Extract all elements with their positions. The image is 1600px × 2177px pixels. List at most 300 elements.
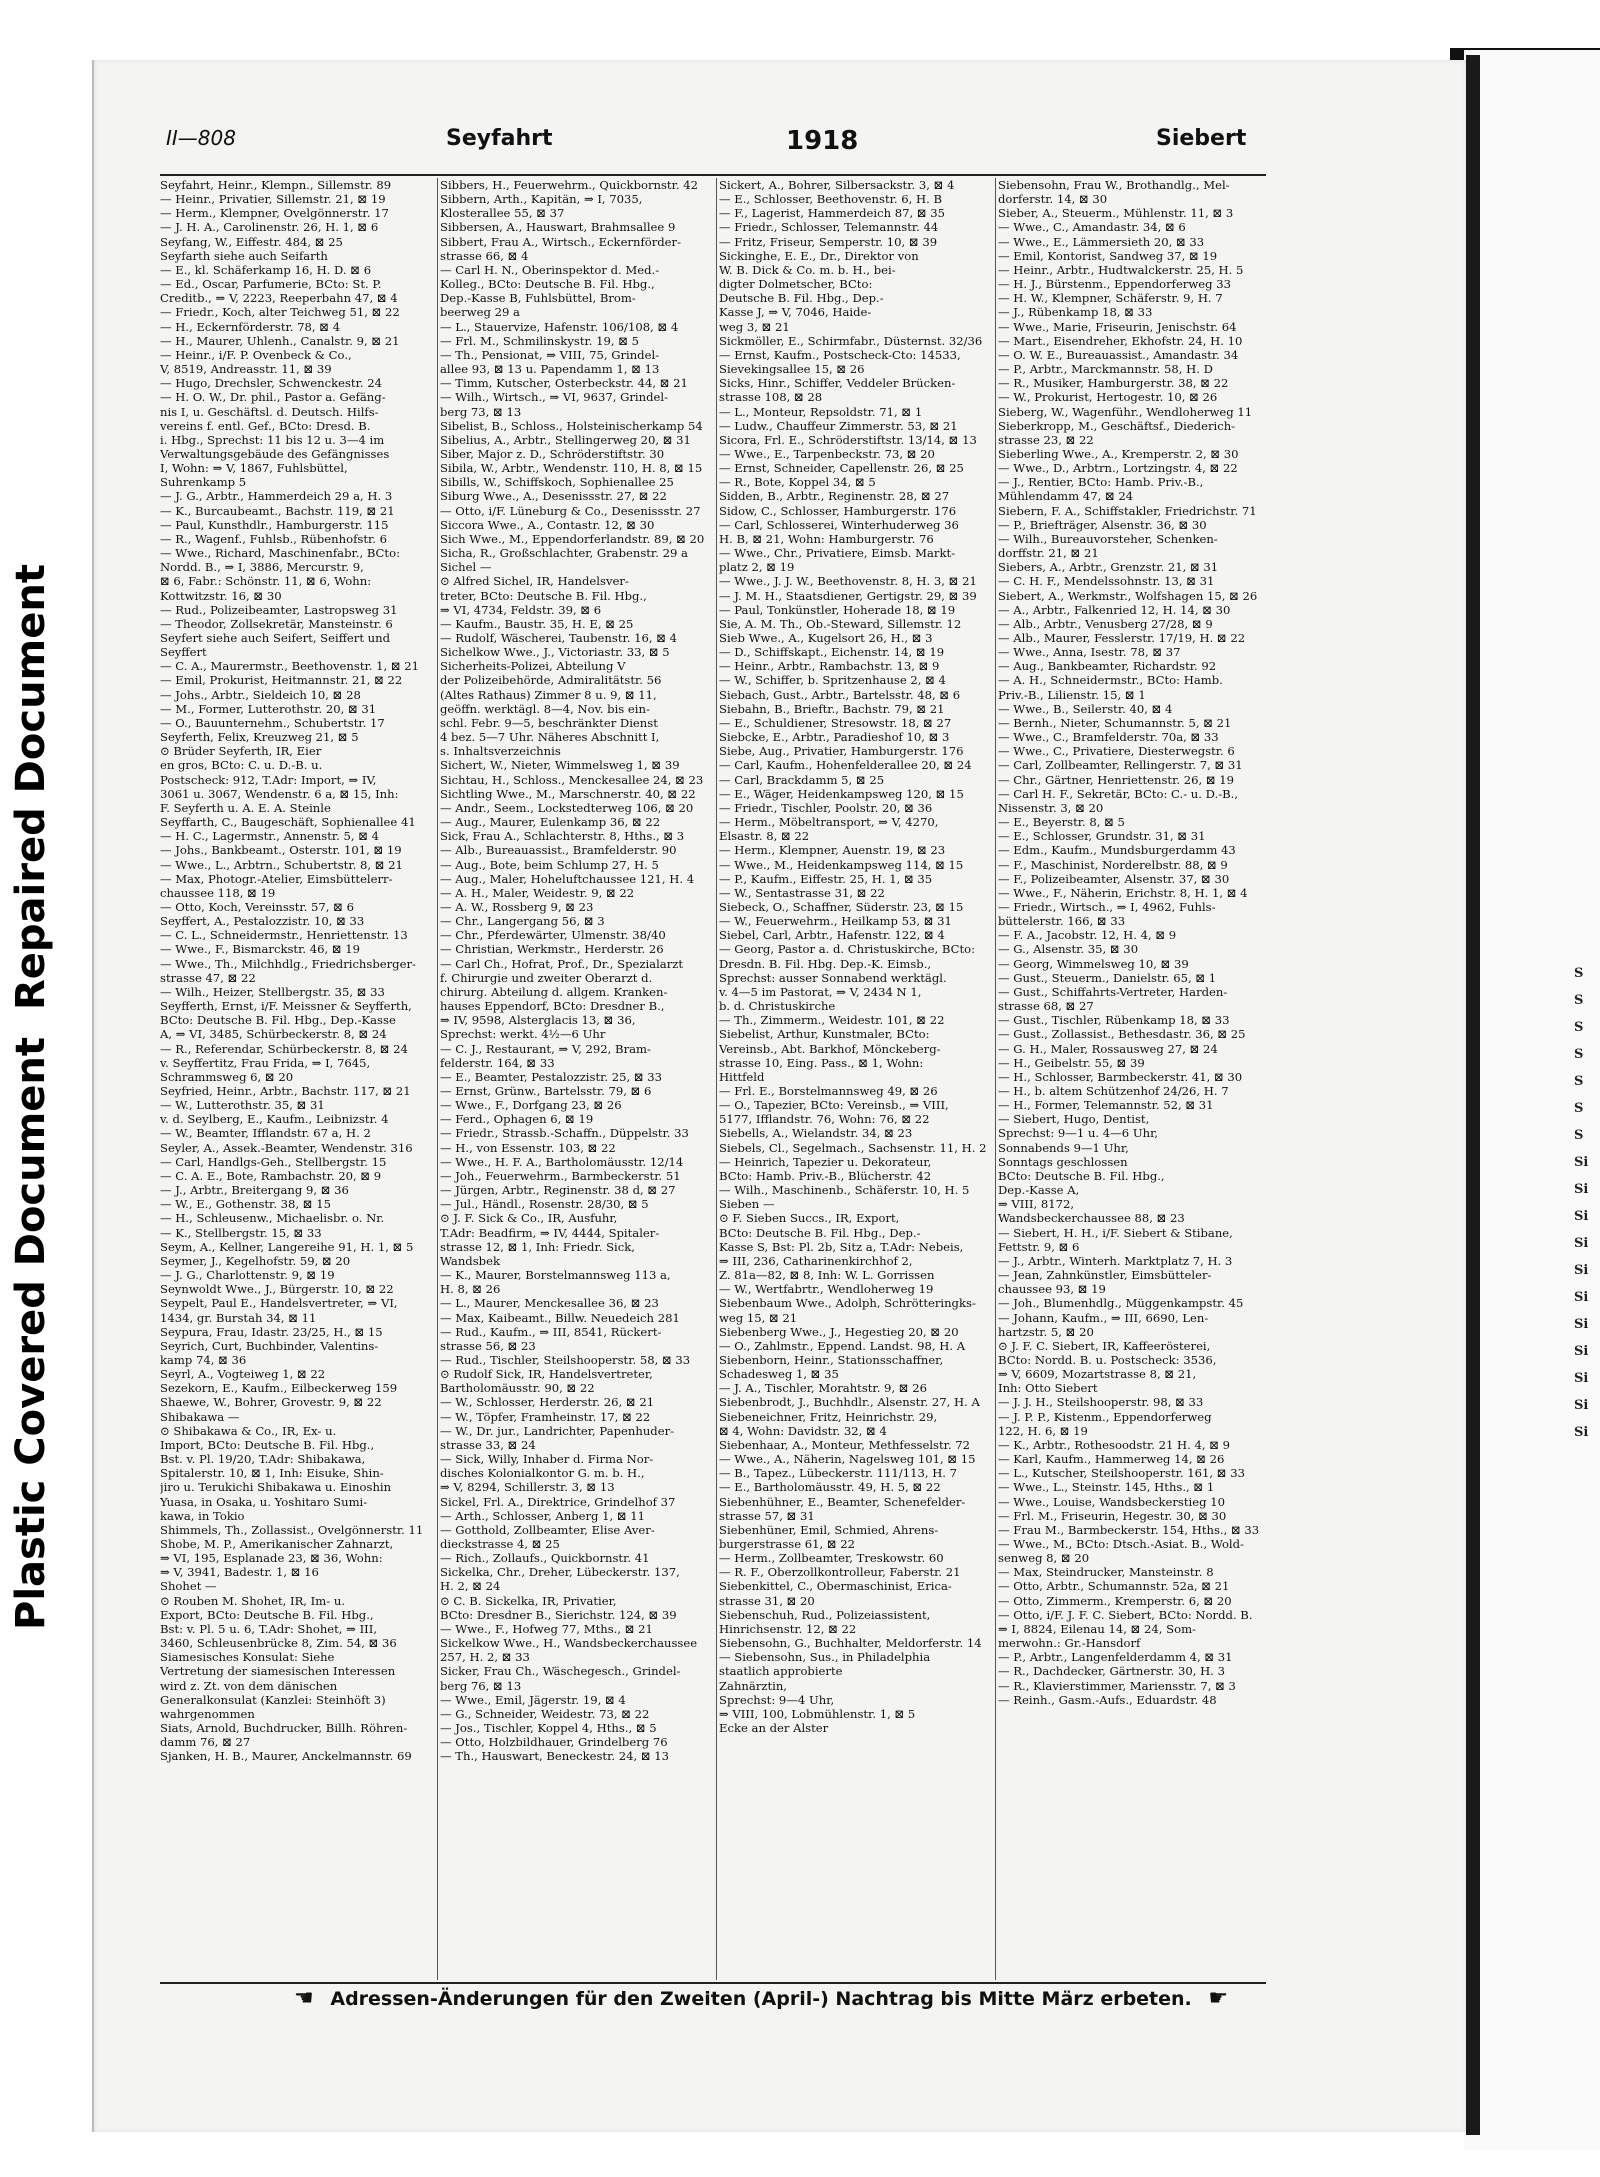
directory-columns bbox=[160, 178, 1270, 1980]
directory-entry: — Wwe., Richard, Maschinenfabr., BCto: bbox=[160, 546, 400, 561]
directory-entry: damm 76, ⊠ 27 bbox=[160, 1735, 251, 1750]
directory-entry: — Herm., Zollbeamter, Treskowstr. 60 bbox=[719, 1551, 944, 1566]
directory-entry: Dep.-Kasse B, Fuhlsbüttel, Brom- bbox=[440, 291, 636, 306]
directory-entry: — F. A., Jacobstr. 12, H. 4, ⊠ 9 bbox=[998, 928, 1177, 943]
directory-entry: ⇒ I, 8824, Eilenau 14, ⊠ 24, Som- bbox=[998, 1621, 1196, 1636]
directory-entry: Postscheck: 912, T.Adr: Import, ⇒ IV, bbox=[160, 772, 377, 787]
directory-entry: Nissenstr. 3, ⊠ 20 bbox=[998, 800, 1104, 815]
directory-entry: Klosterallee 55, ⊠ 37 bbox=[440, 206, 565, 221]
header-rule bbox=[160, 174, 1266, 176]
directory-entry: — H., Schlosser, Barmbeckerstr. 41, ⊠ 30 bbox=[998, 1069, 1243, 1084]
directory-entry: vereins f. entl. Gef., BCto: Dresd. B. bbox=[160, 418, 371, 433]
directory-entry: Nordd. B., ⇒ I, 3886, Mercurstr. 9, bbox=[160, 560, 364, 575]
directory-entry: ⊙ Rouben M. Shohet, IR, Im- u. bbox=[160, 1593, 346, 1608]
directory-entry: Creditb., ⇒ V, 2223, Reeperbahn 47, ⊠ 4 bbox=[160, 291, 398, 306]
directory-entry: — Johann, Kaufm., ⇒ III, 6690, Len- bbox=[998, 1310, 1209, 1325]
directory-entry: Sichel — bbox=[440, 560, 492, 575]
directory-entry: — Ferd., Ophagen 6, ⊠ 19 bbox=[440, 1112, 594, 1127]
directory-entry: — G., Alsenstr. 35, ⊠ 30 bbox=[998, 942, 1139, 957]
directory-entry: — Wwe., F., Dorfgang 23, ⊠ 26 bbox=[440, 1098, 622, 1113]
directory-entry: Shimmels, Th., Zollassist., Ovelgönnerstr. 11 bbox=[160, 1522, 424, 1537]
directory-entry: Siebcke, E., Arbtr., Paradieshof 10, ⊠ 3 bbox=[719, 730, 950, 745]
column-divider bbox=[716, 178, 717, 1980]
directory-entry: Siebels, Cl., Segelmach., Sachsenstr. 11, H. 2 bbox=[719, 1140, 987, 1155]
directory-entry: — H. J., Bürstenm., Eppendorferweg 33 bbox=[998, 277, 1231, 292]
directory-entry: — J. G., Charlottenstr. 9, ⊠ 19 bbox=[160, 1268, 335, 1283]
directory-entry: Sich Wwe., M., Eppendorferlandstr. 89, ⊠ 20 bbox=[440, 531, 705, 546]
directory-entry: — J. A., Tischler, Morahtstr. 9, ⊠ 26 bbox=[719, 1381, 927, 1396]
directory-entry: — Herm., Möbeltransport, ⇒ V, 4270, bbox=[719, 815, 939, 830]
directory-entry: Sickmöller, E., Schirmfabr., Düsternst. 32/36 bbox=[719, 333, 983, 348]
directory-entry: — H., Maurer, Uhlenh., Canalstr. 9, ⊠ 21 bbox=[160, 333, 400, 348]
directory-entry: — P., Briefträger, Alsenstr. 36, ⊠ 30 bbox=[998, 517, 1207, 532]
directory-entry: Siebenbrodt, J., Buchhdlr., Alsenstr. 27, H. A bbox=[719, 1395, 980, 1410]
directory-entry: b. d. Christuskirche bbox=[719, 999, 836, 1014]
year-title: 1918 bbox=[786, 126, 859, 156]
directory-entry: Sieberling Wwe., A., Kremperstr. 2, ⊠ 30 bbox=[998, 446, 1239, 461]
edge-mark: S bbox=[1574, 1020, 1584, 1035]
directory-entry: — W., Feuerwehrm., Heilkamp 53, ⊠ 31 bbox=[719, 914, 952, 929]
directory-entry: digter Dolmetscher, BCto: bbox=[719, 277, 873, 292]
directory-entry: — Wwe., F., Hofweg 77, Mths., ⊠ 21 bbox=[440, 1621, 653, 1636]
directory-entry: ⊠ 4, Wohn: Davidstr. 32, ⊠ 4 bbox=[719, 1423, 887, 1438]
directory-entry: dieckstrasse 4, ⊠ 25 bbox=[440, 1537, 560, 1551]
directory-entry: 3460, Schleusenbrücke 8, Zim. 54, ⊠ 36 bbox=[160, 1636, 397, 1651]
directory-entry: Sibbert, Frau A., Wirtsch., Eckernförder- bbox=[440, 234, 682, 249]
directory-entry: — E., kl. Schäferkamp 16, H. D. ⊠ 6 bbox=[160, 262, 372, 277]
directory-entry: — G., Schneider, Weidestr. 73, ⊠ 22 bbox=[440, 1706, 650, 1721]
directory-entry: (Altes Rathaus) Zimmer 8 u. 9, ⊠ 11, bbox=[440, 687, 657, 702]
directory-entry: — Alb., Arbtr., Venusberg 27/28, ⊠ 9 bbox=[998, 616, 1213, 631]
directory-entry: — Heinr., Arbtr., Hudtwalckerstr. 25, H. 5 bbox=[998, 262, 1244, 277]
directory-entry: — W., Sentastrasse 31, ⊠ 22 bbox=[719, 885, 885, 900]
directory-entry: Siebert, A., Werkmstr., Wolfshagen 15, ⊠ 26 bbox=[998, 588, 1258, 603]
edge-mark: Si bbox=[1574, 1371, 1589, 1386]
directory-entry: — Frl. M., Friseurin, Hegestr. 30, ⊠ 30 bbox=[998, 1508, 1227, 1523]
directory-entry: senweg 8, ⊠ 20 bbox=[998, 1551, 1090, 1566]
directory-entry: Hinrichsenstr. 12, ⊠ 22 bbox=[719, 1621, 857, 1636]
directory-entry: Kasse J, ⇒ V, 7046, Haide- bbox=[719, 305, 872, 320]
directory-entry: — Andr., Seem., Lockstedterweg 106, ⊠ 20 bbox=[440, 800, 694, 815]
directory-entry: — H., Schleusenw., Michaelisbr. o. Nr. bbox=[160, 1211, 385, 1226]
directory-entry: — K., Arbtr., Rothesoodstr. 21 H. 4, ⊠ 9 bbox=[998, 1437, 1231, 1452]
directory-entry: — Gotthold, Zollbeamter, Elise Aver- bbox=[440, 1522, 655, 1537]
directory-entry: — J. J. H., Steilshooperstr. 98, ⊠ 33 bbox=[998, 1395, 1204, 1410]
directory-entry: Sidow, C., Schlosser, Hamburgerstr. 176 bbox=[719, 503, 957, 518]
column-divider bbox=[995, 178, 996, 1980]
directory-entry: ⊙ J. F. Sick & Co., IR, Ausfuhr, bbox=[440, 1211, 618, 1226]
directory-entry: — Aug., Bote, beim Schlump 27, H. 5 bbox=[440, 857, 659, 872]
directory-entry: Sieber, A., Steuerm., Mühlenstr. 11, ⊠ 3 bbox=[998, 206, 1234, 221]
directory-entry: berg 73, ⊠ 13 bbox=[440, 404, 522, 419]
directory-entry: — Wwe., Chr., Privatiere, Eimsb. Markt- bbox=[719, 546, 956, 561]
directory-entry: — H., Eckernförderstr. 78, ⊠ 4 bbox=[160, 319, 341, 334]
directory-entry: platz 2, ⊠ 19 bbox=[719, 560, 795, 575]
pointing-hand-left-icon: ☚ bbox=[294, 1986, 314, 2011]
directory-entry: en gros, BCto: C. u. D.-B. u. bbox=[160, 758, 323, 773]
directory-entry: Sibbersen, A., Hauswart, Brahmsallee 9 bbox=[440, 220, 676, 235]
directory-entry: — Wwe., Louise, Wandsbeckerstieg 10 bbox=[998, 1494, 1225, 1509]
directory-entry: — Wwe., E., Lämmersieth 20, ⊠ 33 bbox=[998, 234, 1205, 249]
directory-entry: Seyfahrt, Heinr., Klempn., Sillemstr. 89 bbox=[160, 178, 392, 192]
directory-entry: — C. A. E., Bote, Rambachstr. 20, ⊠ 9 bbox=[160, 1168, 382, 1183]
directory-entry: — J. P. P., Kistenm., Eppendorferweg bbox=[998, 1409, 1212, 1424]
directory-entry: 257, H. 2, ⊠ 33 bbox=[440, 1650, 530, 1665]
directory-entry: Siebenschuh, Rud., Polizeiassistent, bbox=[719, 1607, 931, 1622]
directory-entry: strasse 33, ⊠ 24 bbox=[440, 1437, 536, 1452]
directory-entry: BCto: Hamb. Priv.-B., Blücherstr. 42 bbox=[719, 1168, 932, 1183]
directory-entry: Sickel, Frl. A., Direktrice, Grindelhof 37 bbox=[440, 1494, 676, 1509]
directory-entry: wahrgenommen bbox=[160, 1706, 255, 1721]
directory-entry: — Jos., Tischler, Koppel 4, Hths., ⊠ 5 bbox=[440, 1721, 657, 1736]
directory-entry: — M., Former, Lutterothstr. 20, ⊠ 31 bbox=[160, 701, 377, 716]
directory-entry: — Heinr., Arbtr., Rambachstr. 13, ⊠ 9 bbox=[719, 659, 940, 674]
directory-entry: — A., Arbtr., Falkenried 12, H. 14, ⊠ 30 bbox=[998, 602, 1231, 617]
directory-entry: 4 bez. 5—7 Uhr. Näheres Abschnitt I, bbox=[440, 730, 660, 745]
directory-entry: — Wwe., D., Arbtrn., Lortzingstr. 4, ⊠ 22 bbox=[998, 461, 1238, 476]
directory-entry: — Wwe., L., Arbtrn., Schubertstr. 8, ⊠ 21 bbox=[160, 857, 403, 872]
directory-entry: — W., Schiffer, b. Spritzenhause 2, ⊠ 4 bbox=[719, 673, 946, 688]
edge-mark: Si bbox=[1574, 1236, 1589, 1251]
edge-mark: S bbox=[1574, 1128, 1584, 1143]
directory-entry: kamp 74, ⊠ 36 bbox=[160, 1352, 247, 1367]
column-1 bbox=[160, 178, 434, 1980]
edge-mark: S bbox=[1574, 966, 1584, 981]
directory-entry: staatlich approbierte bbox=[719, 1664, 843, 1679]
directory-entry: — P., Arbtr., Marckmannstr. 58, H. D bbox=[998, 362, 1213, 377]
directory-entry: chaussee 93, ⊠ 19 bbox=[998, 1282, 1106, 1297]
directory-entry: — Johs., Arbtr., Sieldeich 10, ⊠ 28 bbox=[160, 687, 361, 702]
directory-entry: f. Chirurgie und zweiter Oberarzt d. bbox=[440, 970, 653, 985]
directory-entry: — Ernst, Kaufm., Postscheck-Cto: 14533, bbox=[719, 347, 961, 362]
directory-entry: chaussee 118, ⊠ 19 bbox=[160, 885, 276, 900]
directory-entry: — Herm., Klempner, Ovelgönnerstr. 17 bbox=[160, 206, 389, 221]
directory-entry: ⊙ Shibakawa & Co., IR, Ex- u. bbox=[160, 1423, 337, 1438]
directory-entry: — C. A., Maurermstr., Beethovenstr. 1, ⊠ 21 bbox=[160, 659, 420, 674]
directory-entry: weg 15, ⊠ 21 bbox=[719, 1310, 798, 1325]
directory-entry: Elsastr. 8, ⊠ 22 bbox=[719, 829, 810, 844]
page-footer bbox=[284, 1986, 1284, 2016]
column-4 bbox=[998, 178, 1272, 1980]
directory-entry: Seyrl, A., Vogteiweg 1, ⊠ 22 bbox=[160, 1367, 326, 1382]
directory-entry: — Aug., Bankbeamter, Richardstr. 92 bbox=[998, 659, 1217, 674]
directory-entry: — Friedr., Tischler, Poolstr. 20, ⊠ 36 bbox=[719, 800, 933, 815]
directory-entry: — Wwe., M., Heidenkampsweg 114, ⊠ 15 bbox=[719, 857, 964, 872]
directory-entry: Deutsche B. Fil. Hbg., Dep.- bbox=[719, 291, 884, 306]
directory-entry: BCto: Deutsche B. Fil. Hbg., bbox=[998, 1168, 1165, 1183]
directory-entry: Bartholomäusstr. 90, ⊠ 22 bbox=[440, 1381, 595, 1396]
directory-entry: — L., Monteur, Repsoldstr. 71, ⊠ 1 bbox=[719, 404, 923, 419]
directory-entry: Seyfferth, Ernst, i/F. Meissner & Seyfferth, bbox=[160, 999, 412, 1014]
footer-rule bbox=[160, 1982, 1266, 1984]
directory-entry: Sickelka, Chr., Dreher, Lübeckerstr. 137, bbox=[440, 1565, 680, 1580]
directory-entry: — D., Schiffskapt., Eichenstr. 14, ⊠ 19 bbox=[719, 645, 945, 660]
directory-entry: Seyrich, Curt, Buchbinder, Valentins- bbox=[160, 1338, 379, 1353]
directory-entry: — Wwe., A., Näherin, Nagelsweg 101, ⊠ 15 bbox=[719, 1452, 976, 1467]
directory-entry: — J., Arbtr., Winterh. Marktplatz 7, H. 3 bbox=[998, 1253, 1233, 1268]
directory-entry: — W., Dr. jur., Landrichter, Papenhuder- bbox=[440, 1423, 675, 1438]
directory-entry: ⇒ V, 8294, Schillerstr. 3, ⊠ 13 bbox=[440, 1480, 615, 1495]
directory-entry: — E., Bartholomäusstr. 49, H. 5, ⊠ 22 bbox=[719, 1480, 941, 1495]
directory-entry: Sievekingsallee 15, ⊠ 26 bbox=[719, 362, 865, 377]
directory-entry: kawa, in Tokio bbox=[160, 1508, 245, 1523]
directory-entry: v. d. Seylberg, E., Kaufm., Leibnizstr. 4 bbox=[160, 1112, 389, 1127]
directory-entry: Export, BCto: Deutsche B. Fil. Hbg., bbox=[160, 1607, 374, 1622]
column-2 bbox=[440, 178, 714, 1980]
edge-mark: Si bbox=[1574, 1425, 1589, 1440]
directory-entry: strasse 10, Eing. Pass., ⊠ 1, Wohn: bbox=[719, 1055, 924, 1070]
directory-entry: — Herm., Klempner, Auenstr. 19, ⊠ 23 bbox=[719, 843, 946, 858]
directory-entry: Seynwoldt Wwe., J., Bürgerstr. 10, ⊠ 22 bbox=[160, 1282, 394, 1297]
directory-entry: Sibbers, H., Feuerwehrm., Quickbornstr. 42 bbox=[440, 178, 698, 192]
directory-entry: Shaewe, W., Bohrer, Grovestr. 9, ⊠ 22 bbox=[160, 1395, 382, 1410]
directory-entry: strasse 108, ⊠ 28 bbox=[719, 390, 823, 405]
directory-entry: — Emil, Kontorist, Sandweg 37, ⊠ 19 bbox=[998, 248, 1218, 263]
directory-entry: Sprechst: 9—4 Uhr, bbox=[719, 1692, 835, 1707]
directory-entry: — Gust., Zollassist., Bethesdastr. 36, ⊠ 25 bbox=[998, 1027, 1246, 1042]
footer-notice: Adressen-Änderungen für den Zweiten (April-) Nachtrag bis Mitte März erbeten. bbox=[330, 1988, 1192, 2010]
directory-entry: — L., Maurer, Menckesallee 36, ⊠ 23 bbox=[440, 1296, 659, 1311]
directory-entry: — Carl H. N., Oberinspektor d. Med.- bbox=[440, 262, 660, 277]
directory-entry: Siebach, Gust., Arbtr., Bartelsstr. 48, ⊠ 6 bbox=[719, 687, 961, 702]
directory-entry: 1434, gr. Burstah 34, ⊠ 11 bbox=[160, 1310, 317, 1325]
directory-entry: Zahnärztin, bbox=[719, 1678, 787, 1693]
edge-mark: S bbox=[1574, 1074, 1584, 1089]
directory-entry: — Wwe., C., Amandastr. 34, ⊠ 6 bbox=[998, 220, 1186, 235]
directory-entry: ⊙ C. B. Sickelka, IR, Privatier, bbox=[440, 1593, 617, 1608]
directory-entry: Seymer, J., Kegelhofstr. 59, ⊠ 20 bbox=[160, 1253, 351, 1268]
directory-entry: — Wilh., Maschinenb., Schäferstr. 10, H. 5 bbox=[719, 1183, 970, 1198]
directory-entry: — J. H. A., Carolinenstr. 26, H. 1, ⊠ 6 bbox=[160, 220, 379, 235]
directory-entry: Siebenborn, Heinr., Stationsschaffner, bbox=[719, 1352, 944, 1367]
directory-entry: Bst. v. Pl. 19/20, T.Adr: Shibakawa, bbox=[160, 1452, 366, 1467]
directory-entry: BCto: Dresdner B., Sierichstr. 124, ⊠ 39 bbox=[440, 1607, 677, 1622]
plastic-covered-label: Plastic Covered Document bbox=[8, 1036, 54, 1630]
directory-entry: F. Seyferth u. A. E. A. Steinle bbox=[160, 800, 331, 815]
directory-entry: — Wwe., F., Näherin, Erichstr. 8, H. 1, ⊠ 4 bbox=[998, 885, 1248, 900]
directory-entry: Seyfarth siehe auch Seifarth bbox=[160, 248, 328, 263]
directory-entry: — Th., Pensionat, ⇒ VIII, 75, Grindel- bbox=[440, 347, 660, 362]
directory-entry: ⇒ V, 6609, Mozartstrasse 8, ⊠ 21, bbox=[998, 1367, 1197, 1382]
page-number: II—808 bbox=[166, 126, 236, 150]
directory-entry: — H. O. W., Dr. phil., Pastor a. Gefäng- bbox=[160, 390, 386, 405]
directory-entry: — O., Zahlmstr., Eppend. Landst. 98, H. A bbox=[719, 1338, 966, 1353]
directory-entry: — Wwe., Th., Milchhdlg., Friedrichsberger- bbox=[160, 956, 416, 971]
directory-entry: Sichtau, H., Schloss., Menckesallee 24, ⊠ 23 bbox=[440, 772, 704, 787]
directory-entry: ⇒ III, 236, Catharinenkirchhof 2, bbox=[719, 1253, 913, 1268]
directory-entry: — G. H., Maler, Rossausweg 27, ⊠ 24 bbox=[998, 1041, 1218, 1056]
directory-entry: hauses Eppendorf, BCto: Dresdner B., bbox=[440, 999, 665, 1014]
directory-entry: Sonntags geschlossen bbox=[998, 1154, 1128, 1169]
directory-entry: Sicora, Frl. E., Schröderstiftstr. 13/14, ⊠ 13 bbox=[719, 432, 977, 447]
directory-entry: — Wilh., Heizer, Stellbergstr. 35, ⊠ 33 bbox=[160, 984, 385, 999]
directory-entry: v. 4—5 im Pastorat, ⇒ V, 2434 N 1, bbox=[719, 984, 922, 999]
directory-page bbox=[92, 60, 1466, 2132]
directory-entry: 122, H. 6, ⊠ 19 bbox=[998, 1423, 1088, 1438]
directory-entry: — Chr., Gärtner, Henriettenstr. 26, ⊠ 19 bbox=[998, 772, 1234, 787]
directory-entry: Seyfried, Heinr., Arbtr., Bachstr. 117, ⊠ 21 bbox=[160, 1084, 411, 1098]
directory-entry: — W., Töpfer, Framheinstr. 17, ⊠ 22 bbox=[440, 1409, 651, 1424]
directory-entry: allee 93, ⊠ 13 u. Papendamm 1, ⊠ 13 bbox=[440, 362, 660, 377]
directory-entry: — Frau M., Barmbeckerstr. 154, Hths., ⊠ 33 bbox=[998, 1522, 1260, 1537]
directory-entry: — Johs., Bankbeamt., Osterstr. 101, ⊠ 19 bbox=[160, 843, 402, 858]
directory-entry: Sie, A. M. Th., Ob.-Steward, Sillemstr. 12 bbox=[719, 616, 962, 631]
directory-entry: ⇒ VIII, 100, Lobmühlenstr. 1, ⊠ 5 bbox=[719, 1706, 916, 1721]
directory-entry: — Otto, Arbtr., Schumannstr. 52a, ⊠ 21 bbox=[998, 1579, 1230, 1594]
adjacent-page-marks bbox=[1574, 960, 1592, 1446]
directory-entry: — R., Bote, Koppel 34, ⊠ 5 bbox=[719, 475, 876, 490]
directory-entry: — Max, Photogr.-Atelier, Eimsbüttelerr- bbox=[160, 871, 393, 886]
directory-entry: — Carl H. F., Sekretär, BCto: C.- u. D.-B., bbox=[998, 786, 1239, 801]
directory-entry: s. Inhaltsverzeichnis bbox=[440, 744, 561, 759]
directory-entry: — Bernh., Nieter, Schumannstr. 5, ⊠ 21 bbox=[998, 715, 1232, 730]
directory-entry: berg 76, ⊠ 13 bbox=[440, 1678, 522, 1693]
directory-entry: Siebenbaum Wwe., Adolph, Schrötteringks- bbox=[719, 1296, 976, 1311]
directory-entry: — Fritz, Friseur, Semperstr. 10, ⊠ 39 bbox=[719, 234, 938, 249]
directory-entry: Seyler, A., Assek.-Beamter, Wendenstr. 316 bbox=[160, 1140, 413, 1155]
directory-entry: Sieberkropp, M., Geschäftsf., Diederich- bbox=[998, 418, 1236, 433]
directory-entry: — W., Wertfabrtr., Wendloherweg 19 bbox=[719, 1282, 934, 1297]
directory-entry: — E., Wäger, Heidenkampsweg 120, ⊠ 15 bbox=[719, 786, 964, 801]
directory-entry: Siber, Major z. D., Schröderstiftstr. 30 bbox=[440, 446, 665, 461]
directory-entry: — Karl, Kaufm., Hammerweg 14, ⊠ 26 bbox=[998, 1452, 1225, 1467]
directory-entry: — Sick, Willy, Inhaber d. Firma Nor- bbox=[440, 1452, 654, 1467]
directory-entry: — Wilh., Wirtsch., ⇒ VI, 9637, Grindel- bbox=[440, 390, 669, 405]
directory-entry: — Georg, Wimmelsweg 10, ⊠ 39 bbox=[998, 956, 1189, 971]
directory-entry: Sidden, B., Arbtr., Reginenstr. 28, ⊠ 27 bbox=[719, 489, 950, 504]
directory-entry: Sicha, R., Großschlachter, Grabenstr. 29 a bbox=[440, 546, 688, 561]
directory-entry: — R., Klavierstimmer, Mariensstr. 7, ⊠ 3 bbox=[998, 1678, 1236, 1693]
directory-entry: H. 8, ⊠ 26 bbox=[440, 1282, 501, 1297]
directory-entry: — R. F., Oberzollkontrolleur, Faberstr. 21 bbox=[719, 1565, 961, 1580]
directory-entry: Seyfang, W., Eiffestr. 484, ⊠ 25 bbox=[160, 234, 343, 249]
directory-entry: — H., von Essenstr. 103, ⊠ 22 bbox=[440, 1140, 616, 1155]
directory-entry: strasse 56, ⊠ 23 bbox=[440, 1338, 536, 1353]
directory-entry: — Otto, Zimmerm., Kremperstr. 6, ⊠ 20 bbox=[998, 1593, 1232, 1608]
directory-entry: — Chr., Langergang 56, ⊠ 3 bbox=[440, 914, 605, 929]
directory-entry: ⊙ J. F. C. Siebert, IR, Kaffeerösterei, bbox=[998, 1338, 1211, 1353]
directory-entry: strasse 12, ⊠ 1, Inh: Friedr. Sick, bbox=[440, 1239, 635, 1254]
directory-entry: Vertretung der siamesischen Interessen bbox=[160, 1664, 396, 1679]
directory-entry: chirurg. Abteilung d. allgem. Kranken- bbox=[440, 984, 668, 999]
directory-entry: — H., Former, Telemannstr. 52, ⊠ 31 bbox=[998, 1098, 1214, 1113]
directory-entry: — Wwe., F., Bismarckstr. 46, ⊠ 19 bbox=[160, 942, 360, 957]
directory-entry: Sibills, W., Schiffskoch, Sophienallee 25 bbox=[440, 475, 674, 490]
directory-entry: — Theodor, Zollsekretär, Mansteinstr. 6 bbox=[160, 616, 393, 631]
directory-entry: Siebelist, Arthur, Kunstmaler, BCto: bbox=[719, 1027, 930, 1042]
directory-entry: Spitalerstr. 10, ⊠ 1, Inh: Eisuke, Shin- bbox=[160, 1466, 384, 1481]
column-3 bbox=[719, 178, 993, 1980]
directory-entry: — R., Dachdecker, Gärtnerstr. 30, H. 3 bbox=[998, 1664, 1226, 1679]
directory-entry: 5177, Ifflandstr. 76, Wohn: 76, ⊠ 22 bbox=[719, 1112, 930, 1127]
directory-entry: — C. L., Schneidermstr., Henriettenstr. 13 bbox=[160, 928, 408, 943]
directory-entry: Seyferth, Felix, Kreuzweg 21, ⊠ 5 bbox=[160, 730, 359, 745]
directory-entry: Siebenkittel, C., Obermaschinist, Erica- bbox=[719, 1579, 952, 1594]
directory-entry: Seyfert siehe auch Seifert, Seiffert und bbox=[160, 631, 391, 645]
directory-entry: — Frl. M., Schmilinskystr. 19, ⊠ 5 bbox=[440, 333, 640, 348]
directory-entry: — L., Kutscher, Steilshooperstr. 161, ⊠ 33 bbox=[998, 1466, 1245, 1481]
directory-entry: — Th., Zimmerm., Weidestr. 101, ⊠ 22 bbox=[719, 1013, 945, 1028]
directory-entry: — Wwe., L., Steinstr. 145, Hths., ⊠ 1 bbox=[998, 1480, 1215, 1495]
directory-entry: H. 2, ⊠ 24 bbox=[440, 1579, 501, 1594]
directory-entry: — Carl Ch., Hofrat, Prof., Dr., Spezialarzt bbox=[440, 956, 684, 971]
directory-entry: wird z. Zt. von dem dänischen bbox=[160, 1678, 338, 1693]
directory-entry: — E., Schlosser, Beethovenstr. 6, H. B bbox=[719, 192, 943, 207]
directory-entry: Z. 81a—82, ⊠ 8, Inh: W. L. Gorrissen bbox=[719, 1268, 935, 1283]
edge-mark: Si bbox=[1574, 1290, 1589, 1305]
edge-mark: Si bbox=[1574, 1344, 1589, 1359]
directory-entry: — Ernst, Schneider, Capellenstr. 26, ⊠ 25 bbox=[719, 461, 964, 476]
directory-entry: Siamesisches Konsulat: Siehe bbox=[160, 1650, 335, 1665]
directory-entry: Sick, Frau A., Schlachterstr. 8, Hths., ⊠ 3 bbox=[440, 829, 685, 844]
directory-entry: Shibakawa — bbox=[160, 1409, 240, 1424]
directory-entry: i. Hbg., Sprechst: 11 bis 12 u. 3—4 im bbox=[160, 432, 385, 447]
directory-entry: — Rudolf, Wäscherei, Taubenstr. 16, ⊠ 4 bbox=[440, 631, 678, 645]
adjacent-page-binding bbox=[1466, 55, 1480, 2135]
directory-entry: Seypura, Frau, Idastr. 23/25, H., ⊠ 15 bbox=[160, 1324, 383, 1339]
directory-entry: Schadesweg 1, ⊠ 35 bbox=[719, 1367, 839, 1382]
directory-entry: Wandsbek bbox=[440, 1253, 500, 1268]
directory-entry: — L., Stauervize, Hafenstr. 106/108, ⊠ 4 bbox=[440, 319, 679, 334]
directory-entry: — Rud., Tischler, Steilshooperstr. 58, ⊠ 33 bbox=[440, 1352, 691, 1367]
edge-mark: S bbox=[1574, 1047, 1584, 1062]
edge-mark: Si bbox=[1574, 1209, 1589, 1224]
directory-entry: Siebe, Aug., Privatier, Hamburgerstr. 176 bbox=[719, 744, 964, 759]
directory-entry: — Siebert, H. H., i/F. Siebert & Stibane, bbox=[998, 1225, 1233, 1240]
left-catchword: Seyfahrt bbox=[446, 126, 553, 151]
directory-entry: — Frl. E., Borstelmannsweg 49, ⊠ 26 bbox=[719, 1084, 938, 1098]
directory-entry: Wandsbeckerchaussee 88, ⊠ 23 bbox=[998, 1211, 1185, 1226]
directory-entry: — H. C., Lagermstr., Annenstr. 5, ⊠ 4 bbox=[160, 829, 380, 844]
directory-entry: ⇒ VI, 195, Esplanade 23, ⊠ 36, Wohn: bbox=[160, 1551, 383, 1566]
side-labels bbox=[0, 450, 90, 1650]
directory-entry: der Polizeibehörde, Admiralitätstr. 56 bbox=[440, 673, 662, 688]
directory-entry: T.Adr: Beadfirm, ⇒ IV, 4444, Spitaler- bbox=[440, 1225, 660, 1240]
directory-entry: — Wwe., Anna, Isestr. 78, ⊠ 37 bbox=[998, 645, 1181, 660]
pointing-hand-right-icon: ☛ bbox=[1208, 1986, 1229, 2011]
repaired-label: Repaired Document bbox=[8, 564, 54, 1010]
directory-entry: — Wwe., Emil, Jägerstr. 19, ⊠ 4 bbox=[440, 1692, 626, 1707]
directory-entry: — Gust., Schiffahrts-Vertreter, Harden- bbox=[998, 984, 1228, 999]
directory-entry: — F., Lagerist, Hammerdeich 87, ⊠ 35 bbox=[719, 206, 946, 221]
directory-entry: — Max, Steindrucker, Mansteinstr. 8 bbox=[998, 1565, 1214, 1580]
directory-entry: Siebensohn, G., Buchhalter, Meldorferstr. 14 bbox=[719, 1636, 982, 1651]
directory-entry: — F., Polizeibeamter, Alsenstr. 37, ⊠ 30 bbox=[998, 871, 1230, 886]
directory-entry: Vereinsb., Abt. Barkhof, Mönckeberg- bbox=[719, 1041, 941, 1056]
directory-entry: Sibelius, A., Arbtr., Stellingerweg 20, ⊠ 31 bbox=[440, 432, 691, 447]
directory-entry: — Wwe., Marie, Friseurin, Jenischstr. 64 bbox=[998, 319, 1237, 334]
directory-entry: Sprechst: 9—1 u. 4—6 Uhr, bbox=[998, 1126, 1159, 1141]
directory-entry: — J., Arbtr., Breitergang 9, ⊠ 36 bbox=[160, 1183, 349, 1198]
directory-entry: — A. H., Schneidermstr., BCto: Hamb. bbox=[998, 673, 1223, 688]
directory-entry: Sichelkow Wwe., J., Victoriastr. 33, ⊠ 5 bbox=[440, 645, 670, 660]
directory-entry: Sicherheits-Polizei, Abteilung V bbox=[440, 659, 626, 674]
directory-entry: Siebenberg Wwe., J., Hegestieg 20, ⊠ 20 bbox=[719, 1324, 959, 1339]
directory-entry: — Joh., Feuerwehrm., Barmbeckerstr. 51 bbox=[440, 1168, 681, 1183]
directory-entry: — J. G., Arbtr., Hammerdeich 29 a, H. 3 bbox=[160, 489, 393, 504]
directory-entry: Generalkonsulat (Kanzlei: Steinhöft 3) bbox=[160, 1692, 386, 1707]
directory-entry: weg 3, ⊠ 21 bbox=[719, 319, 790, 334]
directory-entry: Ecke an der Alster bbox=[719, 1721, 829, 1736]
directory-entry: — Heinr., i/F. P. Ovenbeck & Co., bbox=[160, 347, 352, 362]
directory-entry: — R., Referendar, Schürbeckerstr. 8, ⊠ 24 bbox=[160, 1041, 408, 1056]
directory-entry: — C. H. F., Mendelssohnstr. 13, ⊠ 31 bbox=[998, 574, 1215, 589]
directory-entry: ⊙ F. Sieben Succs., IR, Export, bbox=[719, 1211, 900, 1226]
directory-entry: — Alb., Bureauassist., Bramfelderstr. 90 bbox=[440, 843, 677, 858]
directory-entry: Suhrenkamp 5 bbox=[160, 475, 247, 490]
directory-entry: Fettstr. 9, ⊠ 6 bbox=[998, 1239, 1080, 1254]
directory-entry: Siebahn, B., Brieftr., Bachstr. 79, ⊠ 21 bbox=[719, 701, 945, 716]
